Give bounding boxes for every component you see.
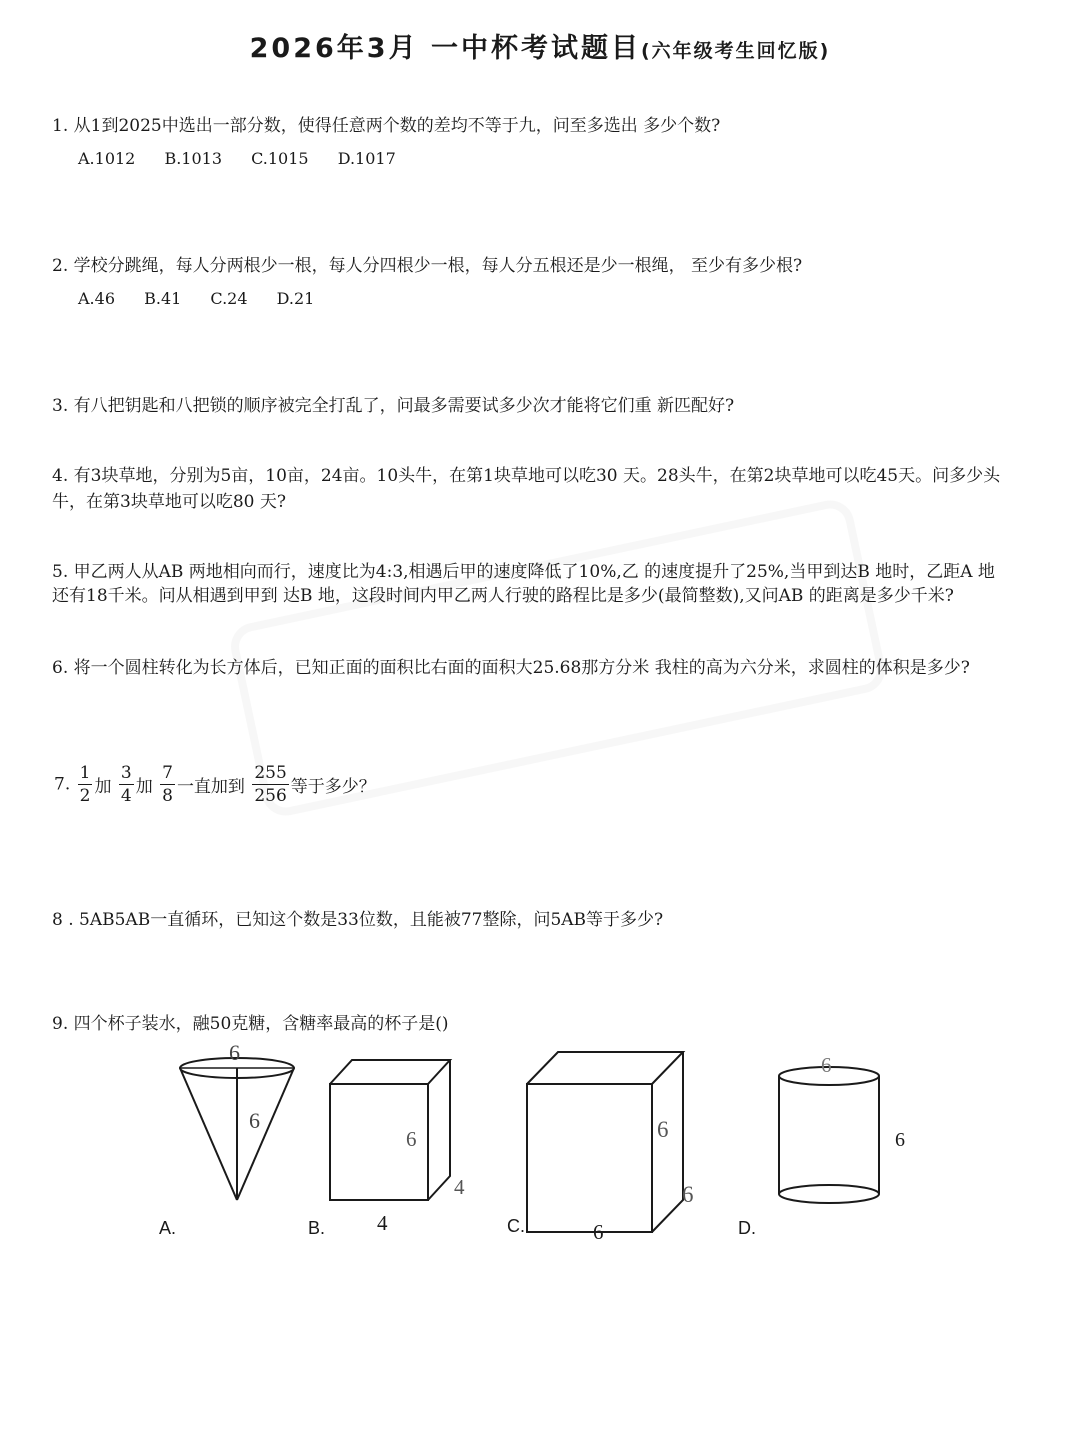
title-main: 2026年3月 一中杯考试题目 [249, 33, 641, 64]
cuboid-b-height-dim: 6 [406, 1127, 417, 1151]
option-a: A.1012 [78, 149, 136, 168]
cuboid-b-depth-dim: 4 [454, 1175, 465, 1199]
cube-c-width-dim: 6 [593, 1220, 604, 1244]
cube-c-depth-dim: 6 [682, 1182, 694, 1207]
cone-top-dim: 6 [229, 1040, 240, 1065]
question-4-line-2: 牛，在第3块草地可以吃80 天? [52, 492, 286, 512]
cuboid-b-width-dim: 4 [377, 1211, 388, 1235]
cube-c-figure [527, 1052, 694, 1244]
cylinder-height-dim: 6 [895, 1129, 905, 1151]
option-d: D.21 [276, 289, 315, 308]
word-until: 一直加到 [176, 777, 245, 797]
question-7 [54, 762, 376, 807]
fraction-255-256: $\frac{255}{256}$ [254, 763, 287, 806]
question-2: 2. 学校分跳绳，每人分两根少一根，每人分四根少一根，每人分五根还是少一根绳， 至少有多少根? [52, 256, 803, 276]
cups-figure [0, 1030, 1080, 1260]
page-title [0, 26, 1080, 65]
cylinder-figure [779, 1053, 905, 1203]
option-a: A.46 [78, 289, 115, 308]
question-7-suffix: 等于多少？ [290, 777, 376, 797]
fraction-1-2: $\frac{1}{2}$ [79, 763, 91, 806]
question-9: 9. 四个杯子装水，融50克糖，含糖率最高的杯子是() [52, 1014, 449, 1034]
title-sub: (六年级考生回忆版) [640, 40, 831, 62]
question-5-line-2: 还有18千米。问从相遇到甲到 达B 地，这段时间内甲乙两人行驶的路程比是多少(最简整数),又问AB 的距离是多少千米? [52, 586, 954, 606]
figure-label-a: A. [159, 1218, 177, 1238]
cone-height-dim: 6 [249, 1108, 260, 1133]
option-b: B.1013 [164, 149, 223, 168]
question-2-options [78, 289, 338, 308]
cone-figure [180, 1040, 294, 1200]
word-add: 加 [135, 777, 153, 797]
question-1: 1. 从1到2025中选出一部分数，使得任意两个数的差均不等于九，问至多选出 多少个数? [52, 116, 721, 136]
question-8: 8 . 5AB5AB一直循环，已知这个数是33位数，且能被77整除，问5AB等于多少? [52, 910, 664, 930]
question-6: 6. 将一个圆柱转化为长方体后，已知正面的面积比右面的面积大25.68那方分米 我柱的高为六分米，求圆柱的体积是多少? [52, 658, 970, 678]
option-d: D.1017 [337, 149, 396, 168]
fraction-7-8: $\frac{7}{8}$ [162, 763, 173, 806]
figure-label-b: B. [308, 1218, 326, 1238]
cube-c-height-dim: 6 [657, 1117, 669, 1142]
word-add: 加 [94, 777, 112, 797]
fraction-3-4: $\frac{3}{4}$ [120, 763, 132, 806]
figure-label-c: C. [507, 1216, 525, 1236]
question-7-number: 7. [54, 774, 71, 795]
question-5-line-1: 5. 甲乙两人从AB 两地相向而行，速度比为4:3,相遇后甲的速度降低了10%,乙 的速度提升了25%,当甲到达B 地时，乙距A 地 [52, 562, 995, 582]
cylinder-top-dim: 6 [821, 1053, 832, 1077]
cuboid-b-figure [330, 1060, 465, 1235]
question-1-options [78, 149, 420, 168]
option-c: C.1015 [251, 149, 309, 168]
figure-label-d: D. [738, 1218, 756, 1238]
question-4-line-1: 4. 有3块草地，分别为5亩，10亩，24亩。10头牛，在第1块草地可以吃30 天。28头牛，在第2块草地可以吃45天。问多少头 [52, 466, 1001, 486]
question-3: 3. 有八把钥匙和八把锁的顺序被完全打乱了，问最多需要试多少次才能将它们重 新匹配好? [52, 396, 735, 416]
option-b: B.41 [144, 289, 182, 308]
option-c: C.24 [210, 289, 248, 308]
